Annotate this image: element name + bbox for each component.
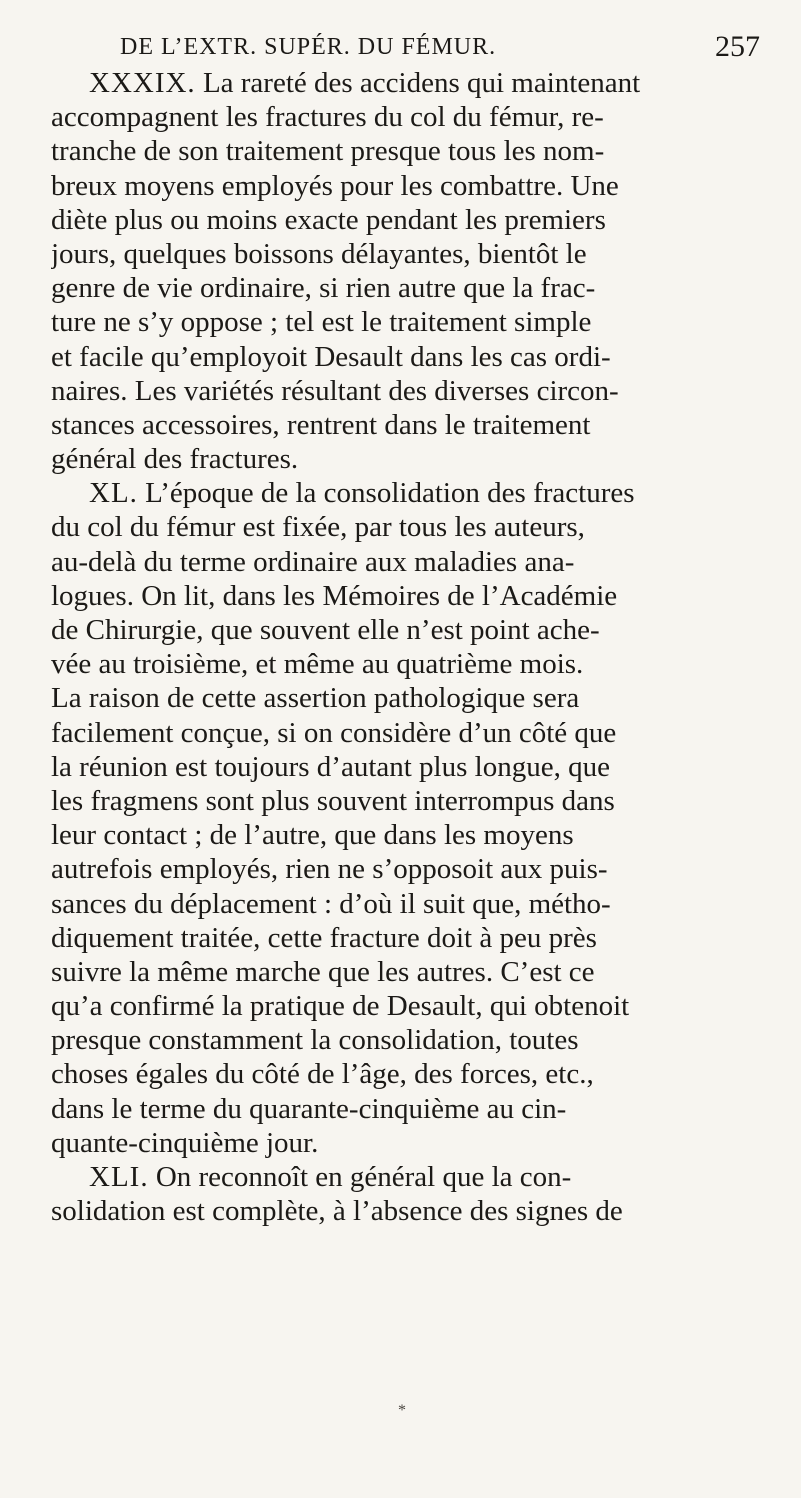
line-text: du col du fémur est fixée, par tous les auteurs, — [51, 511, 585, 544]
text-line — [51, 305, 759, 339]
line-text: naires. Les variétés résultant des diverses circon- — [51, 374, 619, 407]
line-text: les fragmens sont plus souvent interrompus dans — [51, 784, 615, 817]
text-line — [51, 955, 759, 989]
line-text: sances du déplacement : d’où il suit que, métho- — [51, 887, 611, 920]
text-line — [51, 1126, 759, 1160]
text-line — [51, 887, 759, 921]
line-text: genre de vie ordinaire, si rien autre que la frac- — [51, 272, 596, 305]
text-line — [51, 510, 759, 544]
line-text: ture ne s’y oppose ; tel est le traitement simple — [51, 306, 592, 339]
line-text: de Chirurgie, que souvent elle n’est point ache- — [51, 614, 600, 646]
text-line — [51, 237, 759, 271]
line-text: La raison de cette assertion pathologique sera — [51, 682, 580, 715]
text-line — [51, 1023, 759, 1057]
line-text: facilement conçue, si on considère d’un côté que — [51, 716, 617, 749]
text-line — [51, 545, 759, 579]
text-line — [51, 921, 759, 955]
page-header — [120, 30, 760, 70]
text-line — [51, 784, 759, 818]
running-head: DE L’EXTR. SUPÉR. DU FÉMUR. — [120, 34, 497, 60]
line-text: diète plus ou moins exacte pendant les premiers — [51, 203, 606, 236]
text-line — [51, 374, 759, 408]
text-line — [51, 647, 759, 681]
line-text: qu’a confirmé la pratique de Desault, qui obtenoit — [51, 990, 630, 1023]
line-text: quante-cinquième jour. — [51, 1126, 319, 1159]
text-line — [51, 203, 759, 237]
line-text: L’époque de la consolidation des fractures — [137, 477, 635, 510]
line-text: logues. On lit, dans les Mémoires de l’Académie — [51, 579, 618, 612]
text-line — [51, 852, 759, 886]
section-number: XXXIX. — [89, 67, 196, 99]
text-line — [51, 716, 759, 750]
text-line — [51, 613, 759, 647]
stray-mark: * — [398, 1402, 406, 1419]
body-text — [51, 66, 759, 1228]
line-text: dans le terme du quarante-cinquième au cin- — [51, 1092, 567, 1125]
section-number: XL. — [89, 477, 138, 510]
text-line — [51, 408, 759, 442]
text-line — [51, 818, 759, 852]
line-text: et facile qu’employoit Desault dans les cas ordi- — [51, 340, 611, 373]
line-text: jours, quelques boissons délayantes, bientôt le — [51, 237, 587, 270]
line-text: solidation est complète, à l’absence des signes de — [51, 1195, 623, 1228]
paragraph-first-line — [51, 1160, 759, 1194]
page-number: 257 — [715, 30, 760, 63]
line-text: On reconnoît en général que la con- — [148, 1161, 572, 1193]
text-line — [51, 989, 759, 1023]
line-text: la réunion est toujours d’autant plus longue, que — [51, 750, 610, 783]
line-text: stances accessoires, rentrent dans le traitement — [51, 408, 591, 441]
line-text: tranche de son traitement presque tous les nom- — [51, 135, 605, 168]
text-line — [51, 1057, 759, 1091]
section-number: XLI. — [89, 1161, 149, 1193]
text-line — [51, 1092, 759, 1126]
line-text: suivre la même marche que les autres. C’est ce — [51, 955, 595, 988]
text-line — [51, 442, 759, 476]
text-line — [51, 579, 759, 613]
text-line — [51, 681, 759, 715]
line-text: leur contact ; de l’autre, que dans les moyens — [51, 819, 574, 852]
line-text: breux moyens employés pour les combattre. Une — [51, 169, 619, 202]
line-text: général des fractures. — [51, 443, 299, 476]
line-text: diquement traitée, cette fracture doit à peu près — [51, 921, 597, 954]
line-text: vée au troisième, et même au quatrième mois. — [51, 648, 584, 681]
text-line — [51, 750, 759, 784]
paragraph-first-line — [51, 476, 759, 510]
line-text: La rareté des accidens qui maintenant — [195, 67, 641, 99]
text-line — [51, 134, 759, 168]
text-line — [51, 1194, 759, 1228]
line-text: choses égales du côté de l’âge, des forces, etc., — [51, 1058, 594, 1091]
line-text: accompagnent les fractures du col du fémur, re- — [51, 101, 604, 134]
line-text: presque constamment la consolidation, toutes — [51, 1024, 579, 1057]
paragraph-first-line — [51, 66, 759, 100]
text-line — [51, 271, 759, 305]
text-line — [51, 169, 759, 203]
line-text: au-delà du terme ordinaire aux maladies ana- — [51, 545, 575, 578]
text-line — [51, 340, 759, 374]
text-line — [51, 100, 759, 134]
line-text: autrefois employés, rien ne s’opposoit aux puis- — [51, 853, 608, 886]
